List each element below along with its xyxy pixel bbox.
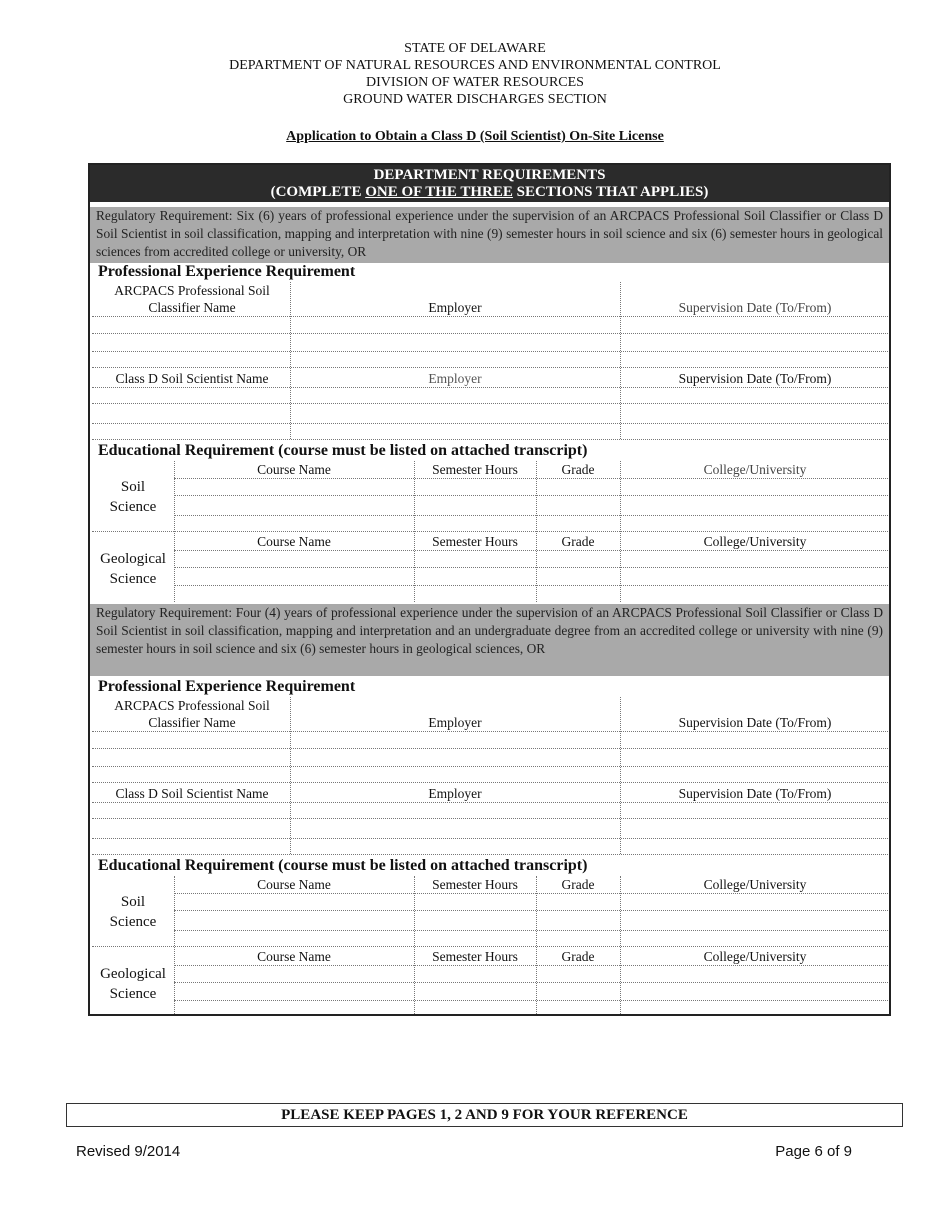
geological-science-label (92, 549, 174, 589)
class-d-name-label: Class D Soil Scientist Name (115, 371, 269, 386)
keep-pages-notice: PLEASE KEEP PAGES 1, 2 AND 9 FOR YOUR REFERENCE (66, 1103, 903, 1127)
header-section: GROUND WATER DISCHARGES SECTION (343, 92, 607, 107)
arcpacs-label-line1: ARCPACS Professional Soil (114, 283, 270, 298)
edu2-col-divider-3 (536, 876, 537, 1014)
agency-header (0, 40, 950, 108)
course-name-label-3: Course Name (257, 877, 331, 892)
arcpacs2-row-2-line[interactable] (92, 748, 888, 749)
supervision-date-label-3: Supervision Date (To/From) (678, 715, 832, 730)
class-d2-row-4-line (92, 854, 888, 855)
class-d-row-4-line (92, 439, 888, 440)
professional-experience-title: Professional Experience Requirement (98, 263, 356, 280)
grade-label-2: Grade (561, 534, 595, 549)
application-title: Application to Obtain a Class D (Soil Scientist) On-Site License (286, 129, 664, 144)
grade-label-4: Grade (561, 949, 595, 964)
regulatory-requirement-text: Regulatory Requirement: Six (6) years of professional experience under the supervision of an ARCPACS Professional Soil Classifier or Class D Soil Scientist in soil classification, mapping and interpretation with nine (9) semester hours in soil science and six (6) semester hours in geological sciences from accredited college or university, OR (90, 207, 889, 263)
dept-bar-pre: (COMPLETE (270, 184, 366, 200)
header-department: DEPARTMENT OF NATURAL RESOURCES AND ENVIRONMENTAL CONTROL (229, 58, 721, 73)
dept-bar-post: SECTIONS THAT APPLIES) (512, 184, 709, 200)
geological-science-label-2 (92, 964, 174, 1004)
educational-requirement-title-2: Educational Requirement (course must be listed on attached transcript) (98, 857, 588, 874)
class-d-row-1-line (92, 387, 888, 388)
arcpacs2-row-3-line[interactable] (92, 766, 888, 767)
geo-label-line1: Geological (100, 551, 166, 567)
soil-row-1-line[interactable] (174, 478, 888, 479)
edu-col-divider-4 (620, 461, 621, 602)
supervision-date-label-2: Supervision Date (To/From) (678, 371, 832, 386)
prof-col-divider-1 (290, 282, 291, 439)
edu2-col-divider-4 (620, 876, 621, 1014)
employer-label: Employer (428, 300, 482, 315)
revised-date: Revised 9/2014 (76, 1143, 181, 1160)
arcpacs-name-label-2 (92, 697, 292, 731)
employer-label-2: Employer (428, 371, 482, 386)
class-d2-row-1-line (92, 802, 888, 803)
professional-experience-title-2: Professional Experience Requirement (98, 678, 356, 695)
arcpacs-row-1-line (92, 316, 888, 317)
geo-row-3-line[interactable] (174, 585, 888, 586)
soil-row-2-line[interactable] (174, 495, 888, 496)
geo2-row-2-line[interactable] (174, 982, 888, 983)
geo2-row-1-line[interactable] (174, 965, 888, 966)
edu2-col-divider-1 (174, 876, 175, 1014)
grade-label: Grade (561, 462, 595, 477)
department-requirements-form (88, 163, 891, 1016)
arcpacs2-row-1-line (92, 731, 888, 732)
educational-requirement-title: Educational Requirement (course must be listed on attached transcript) (98, 442, 588, 459)
header-state: STATE OF DELAWARE (404, 41, 546, 56)
soil2-label-line1: Soil (120, 894, 146, 910)
semester-hours-label: Semester Hours (432, 462, 518, 477)
college-label-2: College/University (703, 534, 807, 549)
regulatory-requirement-text-2: Regulatory Requirement: Four (4) years of professional experience under the supervision of an ARCPACS Professional Soil Classifier or Class D Soil Scientist in soil classification, mapping and interpretation and an undergraduate degree from an accredited college or university with nine (9) semester hours in soil science and six (6) semester hours in geological sciences, OR (90, 604, 889, 676)
prof-col-divider-2 (620, 282, 621, 439)
soil-row-4-line (92, 531, 888, 532)
semester-hours-label-3: Semester Hours (432, 877, 518, 892)
arcpacs-name-label (92, 282, 292, 316)
arcpacs2-row-4-line (92, 782, 888, 783)
arcpacs-row-4-line (92, 367, 888, 368)
geo2-label-line1: Geological (100, 966, 166, 982)
soil-science-label (92, 477, 174, 517)
supervision-date-label: Supervision Date (To/From) (678, 300, 832, 315)
soil-science-label-2 (92, 892, 174, 932)
geo-label-line2: Science (109, 571, 157, 587)
arcpacs2-label-line1: ARCPACS Professional Soil (114, 698, 270, 713)
college-label-3: College/University (703, 877, 807, 892)
geo-row-1-line[interactable] (174, 550, 888, 551)
class-d-name-label-2: Class D Soil Scientist Name (115, 786, 269, 801)
soil-label-line2: Science (109, 499, 157, 515)
soil-label-line1: Soil (120, 479, 146, 495)
header-division: DIVISION OF WATER RESOURCES (366, 75, 584, 90)
edu2-col-divider-2 (414, 876, 415, 1014)
course-name-label-4: Course Name (257, 949, 331, 964)
soil2-row-2-line[interactable] (174, 910, 888, 911)
edu-col-divider-2 (414, 461, 415, 602)
department-requirements-bar (90, 165, 889, 202)
employer-label-3: Employer (428, 715, 482, 730)
arcpacs-row-2-line[interactable] (92, 333, 888, 334)
class-d-row-3-line[interactable] (92, 423, 888, 424)
class-d-row-2-line[interactable] (92, 403, 888, 404)
course-name-label-2: Course Name (257, 534, 331, 549)
class-d2-row-3-line[interactable] (92, 838, 888, 839)
prof2-col-divider-1 (290, 697, 291, 854)
soil2-row-3-line[interactable] (174, 930, 888, 931)
dept-bar-title: DEPARTMENT REQUIREMENTS (373, 167, 606, 183)
dept-bar-underlined: ONE OF THE THREE (365, 184, 513, 200)
supervision-date-label-4: Supervision Date (To/From) (678, 786, 832, 801)
employer-label-4: Employer (428, 786, 482, 801)
college-label-4: College/University (703, 949, 807, 964)
arcpacs-label-line2: Classifier Name (148, 300, 236, 315)
semester-hours-label-4: Semester Hours (432, 949, 518, 964)
soil2-label-line2: Science (109, 914, 157, 930)
geo2-label-line2: Science (109, 986, 157, 1002)
college-label: College/University (703, 462, 807, 477)
class-d2-row-2-line[interactable] (92, 818, 888, 819)
edu-col-divider-3 (536, 461, 537, 602)
dept-bar-subtitle (90, 184, 889, 201)
page-number: Page 6 of 9 (775, 1143, 852, 1160)
prof2-col-divider-2 (620, 697, 621, 854)
semester-hours-label-2: Semester Hours (432, 534, 518, 549)
course-name-label: Course Name (257, 462, 331, 477)
geo2-row-3-line[interactable] (174, 1000, 888, 1001)
soil2-row-1-line[interactable] (174, 893, 888, 894)
soil2-row-4-line (92, 946, 888, 947)
arcpacs2-label-line2: Classifier Name (148, 715, 236, 730)
geo-row-2-line[interactable] (174, 567, 888, 568)
edu-col-divider-1 (174, 461, 175, 602)
arcpacs-row-3-line[interactable] (92, 351, 888, 352)
grade-label-3: Grade (561, 877, 595, 892)
soil-row-3-line[interactable] (174, 515, 888, 516)
